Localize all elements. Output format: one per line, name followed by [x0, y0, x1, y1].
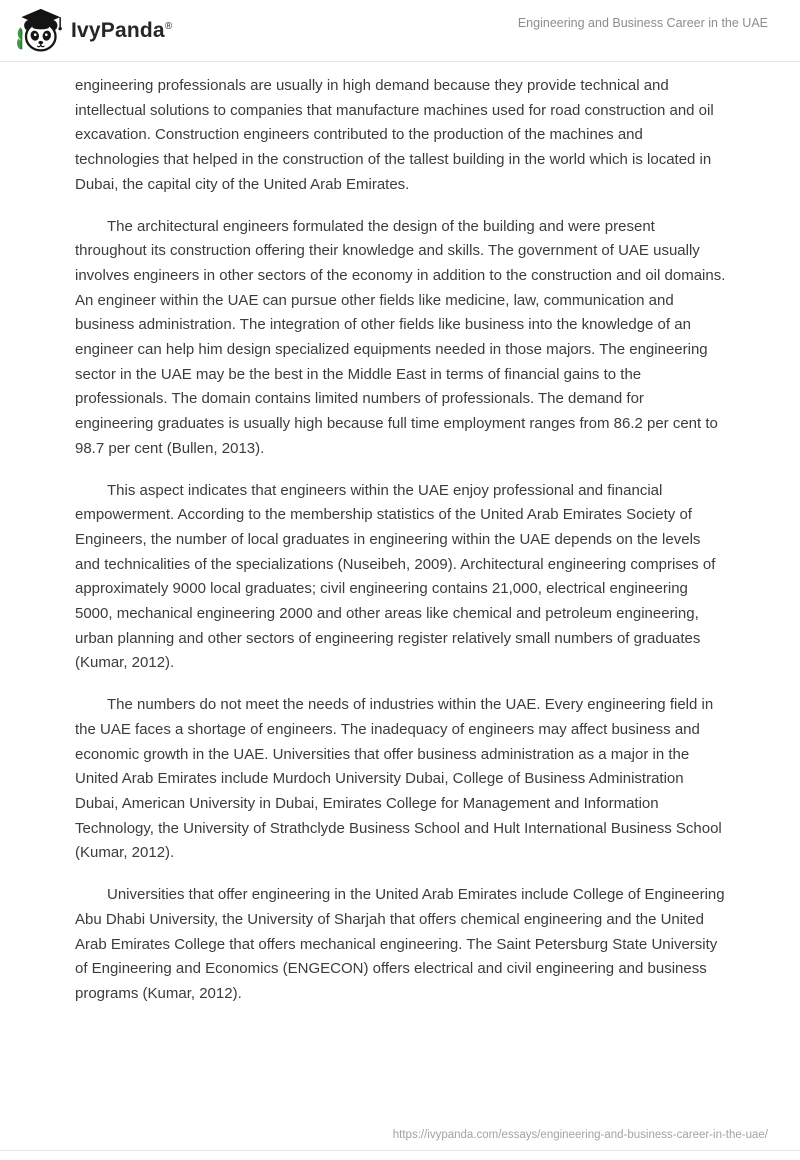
paragraph: Universities that offer engineering in the United Arab Emirates include College of Engineering Abu Dhabi University, the University of Sharjah that offers chemical engineering and the United Arab Emirates College that offers mechanical engineering. The Saint Petersburg State University of Engineering and Economics (ENGECON) offers electrical and civil engineering and business programs (Kumar, 2012). [75, 886, 725, 1002]
paragraph: This aspect indicates that engineers within the UAE enjoy professional and financial empowerment. According to the membership statistics of the United Arab Emirates Society of Engineers, the number of local graduates in engineering within the UAE depends on the levels and technicalities of the specializations (Nuseibeh, 2009). Architectural engineering comprises of approximately 9000 local graduates; civil engineering contains 21,000, electrical engineering 5000, mechanical engineering 2000 and other areas like chemical and petroleum engineering, urban planning and other sectors of engineering register relatively small numbers of graduates (Kumar, 2012). [75, 481, 716, 672]
brand-text: IvyPanda [71, 18, 165, 42]
footer-url: https://ivypanda.com/essays/engineering-and-business-career-in-the-uae/ [392, 1129, 768, 1141]
registered-mark: ® [164, 20, 173, 32]
page-header [0, 0, 800, 62]
brand [14, 6, 172, 56]
paragraph: engineering professionals are usually in high demand because they provide technical and intellectual solutions to companies that manufacture machines used for road construction and oil excavation. Construction engineers contributed to the production of the machines and technologies that helped in the construction of the tallest building in the world which is located in Dubai, the capital city of the United Arab Emirates. [75, 77, 714, 193]
paragraph: The numbers do not meet the needs of industries within the UAE. Every engineering field in the UAE faces a shortage of engineers. The inadequacy of engineers may affect business and economic growth in the UAE. Universities that offer business administration as a major in the United Arab Emirates include Murdoch University Dubai, College of Business Administration Dubai, American University in Dubai, Emirates College for Management and Information Technology, the University of Strathclyde Business School and Hult International Business School (Kumar, 2012). [75, 696, 722, 862]
document-title: Engineering and Business Career in the UAE [517, 16, 768, 30]
footer-divider [0, 1150, 800, 1160]
page-footer [0, 1129, 800, 1160]
ivypanda-logo-icon [14, 6, 62, 56]
paragraph: The architectural engineers formulated the design of the building and were present throughout its construction offering their knowledge and skills. The government of UAE usually involves engineers in other sectors of the economy in addition to the construction and oil domains. An engineer within the UAE can pursue other fields like medicine, law, communication and business administration. The integration of other fields like business into the knowledge of an engineer can help him design specialized equipments needed in those majors. The engineering sector in the UAE may be the best in the Middle East in terms of financial gains to the professionals. The domain contains limited numbers of professionals. The demand for engineering graduates is usually high because full time employment ranges from 86.2 per cent to 98.7 per cent (Bullen, 2013). [75, 217, 726, 457]
essay-content [75, 74, 726, 1024]
brand-name [71, 19, 172, 43]
